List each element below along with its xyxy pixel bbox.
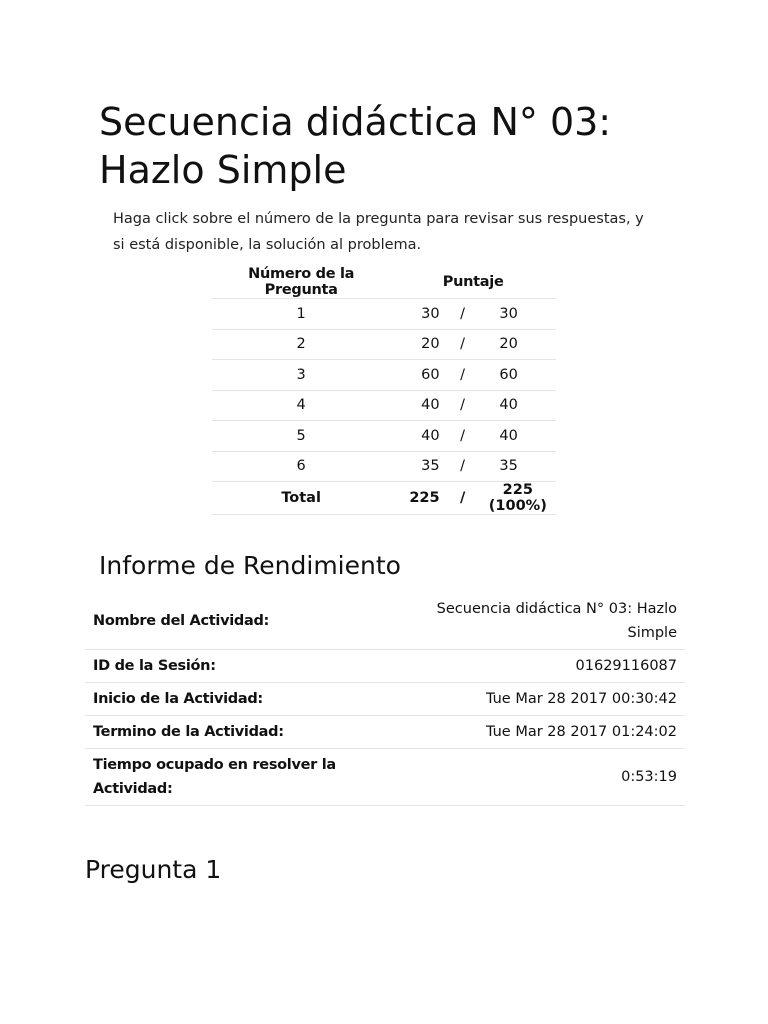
max-score: 30 <box>499 305 518 322</box>
max-score-cell <box>480 329 556 360</box>
score-separator: / <box>446 329 480 360</box>
report-value: 01629116087 <box>391 650 685 683</box>
report-value: Tue Mar 28 2017 00:30:42 <box>391 683 685 716</box>
instructions-text: Haga click sobre el número de la pregunta para revisar sus respuestas, y si está disponible, la solución al problema. <box>113 211 644 253</box>
report-value: 0:53:19 <box>391 749 685 806</box>
max-score-cell <box>480 451 556 482</box>
earned-score: 60 <box>390 360 445 391</box>
table-row <box>212 390 556 421</box>
page-title: Secuencia didáctica N° 03: Hazlo Simple <box>99 100 612 192</box>
report-value: Secuencia didáctica N° 03: Hazlo Simple <box>391 593 685 650</box>
question-number-link[interactable]: 2 <box>212 329 390 360</box>
max-score: 40 <box>499 427 518 444</box>
table-row <box>212 360 556 391</box>
total-earned: 225 <box>390 482 445 515</box>
max-score: 40 <box>499 397 518 414</box>
question-heading: Pregunta 1 <box>85 855 222 884</box>
score-header: Puntaje <box>442 274 504 290</box>
max-score: 60 <box>499 366 518 383</box>
score-table <box>212 266 556 515</box>
report-title: Informe de Rendimiento <box>99 551 401 580</box>
max-score-cell <box>480 299 556 330</box>
earned-score: 30 <box>390 299 445 330</box>
table-row <box>212 329 556 360</box>
report-row <box>85 683 685 716</box>
score-separator: / <box>446 299 480 330</box>
table-row <box>212 299 556 330</box>
question-number-link[interactable]: 4 <box>212 390 390 421</box>
report-row <box>85 593 685 650</box>
max-score-cell <box>480 421 556 452</box>
score-separator: / <box>446 360 480 391</box>
question-number-link[interactable]: 1 <box>212 299 390 330</box>
total-max: 225 (100%) <box>488 482 547 514</box>
report-label: Inicio de la Actividad: <box>85 683 391 716</box>
score-separator: / <box>446 451 480 482</box>
total-label: Total <box>212 482 390 515</box>
question-number-header: Número de la Pregunta <box>248 266 355 298</box>
earned-score: 35 <box>390 451 445 482</box>
earned-score: 20 <box>390 329 445 360</box>
report-label: Termino de la Actividad: <box>85 716 391 749</box>
question-number-link[interactable]: 3 <box>212 360 390 391</box>
question-number-link[interactable]: 5 <box>212 421 390 452</box>
report-row <box>85 749 685 806</box>
table-row <box>212 421 556 452</box>
report-value: Tue Mar 28 2017 01:24:02 <box>391 716 685 749</box>
report-label: Nombre del Actividad: <box>85 593 391 650</box>
max-score: 20 <box>499 336 518 353</box>
table-row <box>212 451 556 482</box>
total-row <box>212 482 556 515</box>
max-score: 35 <box>499 458 518 475</box>
question-number-link[interactable]: 6 <box>212 451 390 482</box>
total-separator: / <box>446 482 480 515</box>
score-separator: / <box>446 421 480 452</box>
report-label: ID de la Sesión: <box>85 650 391 683</box>
max-score-cell <box>480 390 556 421</box>
total-max-cell <box>480 482 556 515</box>
score-table-header-row <box>212 266 556 299</box>
max-score-cell <box>480 360 556 391</box>
report-row <box>85 716 685 749</box>
report-row <box>85 650 685 683</box>
report-table <box>85 593 685 806</box>
earned-score: 40 <box>390 421 445 452</box>
report-label: Tiempo ocupado en resolver la Actividad: <box>85 749 391 806</box>
earned-score: 40 <box>390 390 445 421</box>
score-separator: / <box>446 390 480 421</box>
